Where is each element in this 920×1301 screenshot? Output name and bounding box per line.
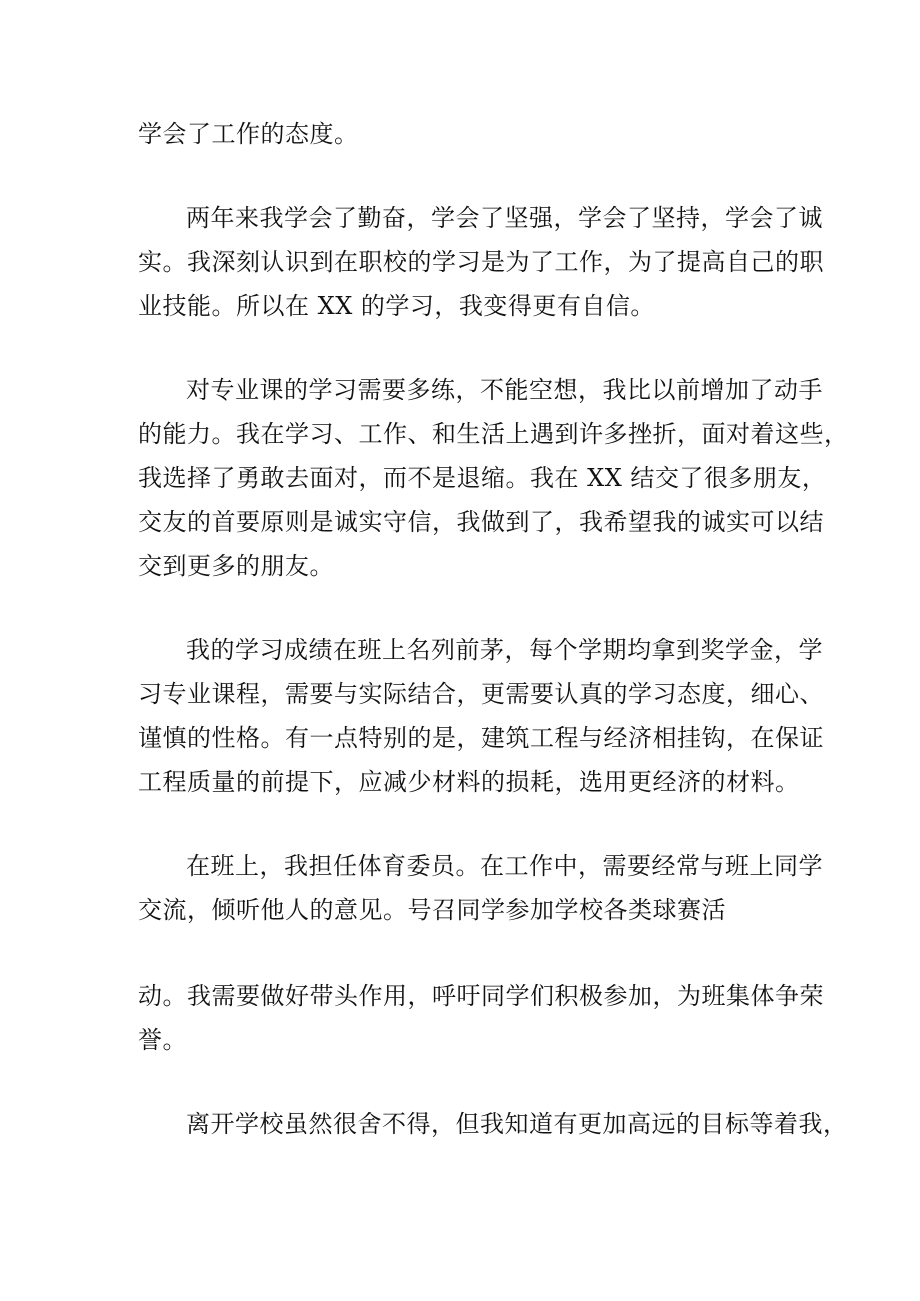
paragraph-line: 誉。 — [138, 1026, 187, 1054]
paragraph-line: 谨慎的性格。有一点特别的是，建筑工程与经济相挂钩，在保证 — [138, 724, 824, 752]
paragraph-line: 动。我需要做好带头作用，呼吁同学们积极参加，为班集体争荣 — [138, 982, 824, 1010]
paragraph-line: 交流，倾听他人的意见。号召同学参加学校各类球赛活 — [138, 896, 726, 924]
paragraph-line: 对专业课的学习需要多练，不能空想，我比以前增加了动手 — [186, 376, 823, 404]
paragraph-line: 习专业课程，需要与实际结合，更需要认真的学习态度，细心、 — [138, 680, 824, 708]
paragraph-line: 实。我深刻认识到在职校的学习是为了工作，为了提高自己的职 — [138, 248, 824, 276]
paragraph-line: 学会了工作的态度。 — [138, 120, 359, 148]
paragraph-line: 我的学习成绩在班上名列前茅，每个学期均拿到奖学金，学 — [186, 636, 823, 664]
paragraph-line: 交友的首要原则是诚实守信，我做到了，我希望我的诚实可以结 — [138, 508, 824, 536]
paragraph-line: 两年来我学会了勤奋，学会了坚强，学会了坚持，学会了诚 — [186, 204, 823, 232]
paragraph-line: 的能力。我在学习、工作、和生活上遇到许多挫折，面对着这些， — [138, 420, 849, 448]
paragraph-line: 在班上，我担任体育委员。在工作中，需要经常与班上同学 — [186, 852, 823, 880]
paragraph-line: 离开学校虽然很舍不得，但我知道有更加高远的目标等着我， — [186, 1110, 848, 1138]
paragraph-line: 工程质量的前提下，应减少材料的损耗，选用更经济的材料。 — [138, 768, 800, 796]
paragraph-line: 业技能。所以在 XX 的学习，我变得更有自信。 — [138, 292, 655, 320]
paragraph-line: 交到更多的朋友。 — [138, 552, 334, 580]
paragraph-line: 我选择了勇敢去面对，而不是退缩。我在 XX 结交了很多朋友， — [138, 464, 827, 492]
